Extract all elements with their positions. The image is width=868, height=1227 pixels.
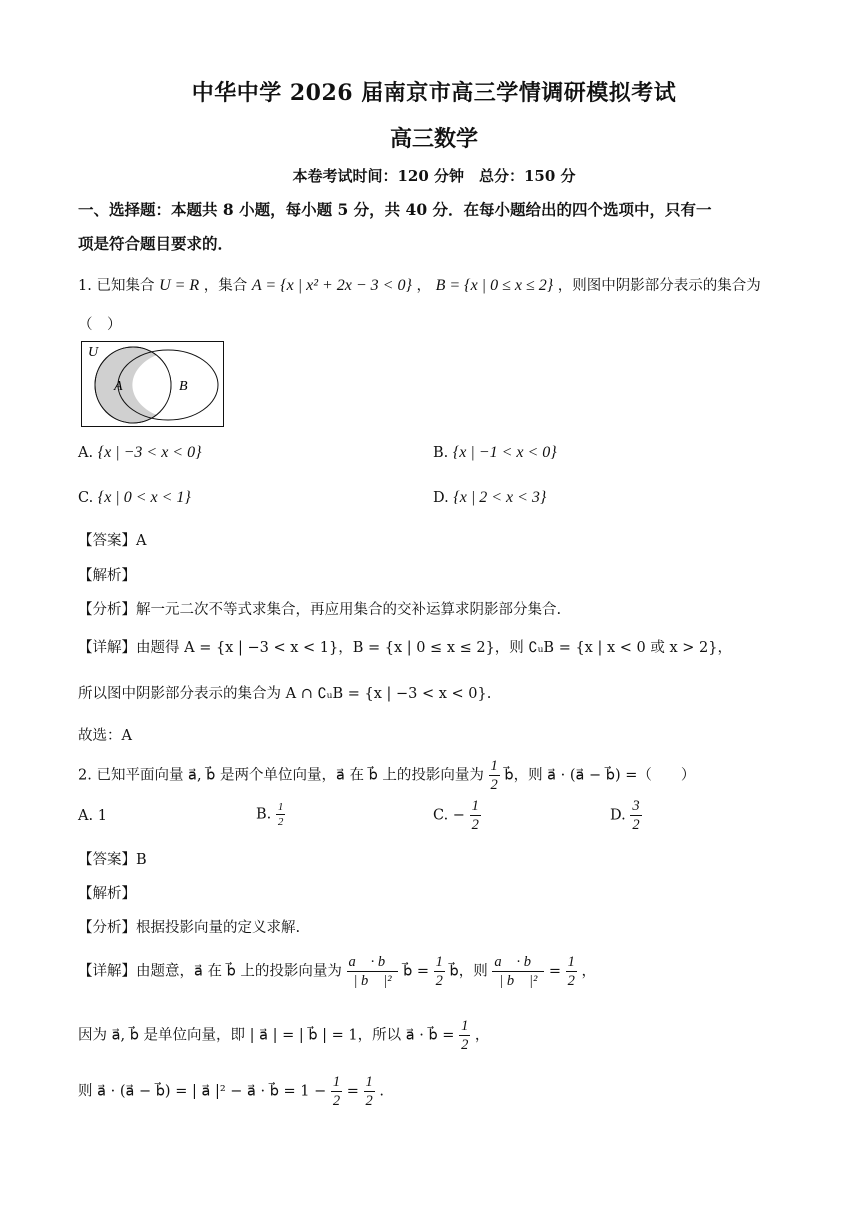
q2-option-d-letter: D. xyxy=(610,807,626,824)
venn-u-label: U xyxy=(88,345,99,360)
q2-stem-fraction xyxy=(489,757,500,794)
q1-option-a-text: {x | −3 < x < 0} xyxy=(97,444,202,461)
q2-stem-frac-den: 2 xyxy=(490,777,498,793)
q1-choose: 故选：A xyxy=(78,728,132,744)
q2-option-d-den: 2 xyxy=(632,817,640,833)
q2-option-a-text: 1 xyxy=(97,808,107,824)
q2-detail3-fraction-2 xyxy=(364,1073,375,1110)
q2-detail2-den: 2 xyxy=(461,1037,469,1053)
q1-sep: ， xyxy=(416,278,431,294)
q2-detail1-result-fraction xyxy=(566,953,577,990)
section-heading-line1: 一、选择题：本题共 8 小题，每小题 5 分，共 40 分．在每小题给出的四个选项中，只有一 xyxy=(78,200,712,219)
q1-option-a-letter: A. xyxy=(78,445,94,461)
q2-detail-line1: 【详解】由题意，a⃗ 在 b⃗ 上的投影向量为 $\frac{a⃗ \cdot b⃗}{\text{| b⃗ |²}}$ b⃗ = $\frac{1}{2}$ b⃗，则 $\frac{a⃗ \cdot b⃗}{\text{| b⃗ |²}}$ = $\frac{1}{2}$ ， xyxy=(78,954,597,989)
q2-detail1-proj-num: a⃗ · b⃗ xyxy=(348,954,397,970)
venn-a-label: A xyxy=(114,379,123,394)
q2-detail1-dot-num: a⃗ · b⃗ xyxy=(494,954,543,970)
q1-option-b xyxy=(433,444,557,462)
q1-option-d-letter: D. xyxy=(433,490,449,506)
q2-option-b xyxy=(256,800,285,829)
q2-stem-text-a: 2. 已知平面向量 a⃗, b⃗ 是两个单位向量，a⃗ 在 b⃗ 上的投影向量为 xyxy=(78,767,484,784)
q1-b-expr: B = {x | 0 ≤ x ≤ 2} xyxy=(435,277,554,294)
q2-option-a xyxy=(78,808,107,824)
q2-detail1-text-a: 【详解】由题意，a⃗ 在 b⃗ 上的投影向量为 xyxy=(78,963,342,980)
q1-option-d-text: {x | 2 < x < 3} xyxy=(453,489,547,506)
q1-fenxi: 【分析】解一元二次不等式求集合，再应用集合的交补运算求阴影部分集合. xyxy=(78,602,562,618)
section-heading-line2: 项是符合题目要求的． xyxy=(78,234,234,253)
q2-option-c-sign: − xyxy=(452,807,465,824)
q2-option-b-fraction xyxy=(276,800,286,829)
q2-detail3-text-c: . xyxy=(379,1083,384,1100)
q1-option-d xyxy=(433,489,546,507)
q2-detail2-num: 1 xyxy=(461,1018,469,1034)
q2-detail1-dot-fraction xyxy=(492,953,544,990)
q1-option-b-text: {x | −1 < x < 0} xyxy=(452,444,557,461)
q2-option-b-num: 1 xyxy=(277,801,284,813)
q2-option-d xyxy=(610,797,642,834)
q2-analysis-label: 【解析】 xyxy=(78,886,136,902)
q2-option-d-fraction xyxy=(630,797,641,834)
q2-option-b-den: 2 xyxy=(277,816,284,828)
q1-detail-line2: 所以图中阴影部分表示的集合为 A ∩ ∁ᵤB = {x | −3 < x < 0}. xyxy=(78,686,492,702)
q2-detail3-text-b: = xyxy=(346,1083,359,1100)
q2-detail1-half-fraction xyxy=(434,953,445,990)
q2-detail1-text-d: ， xyxy=(581,963,597,980)
q2-detail3-den-2: 2 xyxy=(365,1093,373,1109)
q2-option-a-letter: A. xyxy=(78,808,94,824)
q2-detail-line3 xyxy=(78,1073,384,1110)
q1-answer: 【答案】A xyxy=(78,533,147,549)
q2-option-c-letter: C. xyxy=(433,807,449,824)
q2-detail2-text-b: ， xyxy=(474,1027,490,1044)
q1-option-c-text: {x | 0 < x < 1} xyxy=(97,489,191,506)
q1-a-expr: A = {x | x² + 2x − 3 < 0} xyxy=(251,277,412,294)
q1-suffix: ，则图中阴影部分表示的集合为 xyxy=(557,278,761,294)
q1-option-b-letter: B. xyxy=(433,445,449,461)
q2-detail1-dot-den: | b⃗ |² xyxy=(499,973,538,989)
q2-option-d-num: 3 xyxy=(632,798,640,814)
q1-option-c-letter: C. xyxy=(78,490,94,506)
q2-stem-text-b: b⃗，则 a⃗ · (a⃗ − b⃗) =（ ） xyxy=(504,767,696,784)
q2-option-c xyxy=(433,797,481,834)
q2-option-c-den: 2 xyxy=(471,817,479,833)
q2-detail1-half-num: 1 xyxy=(435,954,443,970)
venn-diagram xyxy=(81,341,224,427)
q2-detail1-proj-fraction xyxy=(347,953,399,990)
q1-mid: ，集合 xyxy=(203,278,248,294)
q2-option-c-fraction xyxy=(470,797,481,834)
q2-detail1-result-num: 1 xyxy=(567,954,575,970)
q2-detail2-text-a: 因为 a⃗, b⃗ 是单位向量，即 | a⃗ | = | b⃗ | = 1，所以 a⃗ · b⃗ = xyxy=(78,1027,455,1044)
q2-answer: 【答案】B xyxy=(78,852,147,868)
q2-detail1-result-den: 2 xyxy=(567,973,575,989)
exam-title: 中华中学 2026 届南京市高三学情调研模拟考试 xyxy=(191,80,677,106)
q2-option-c-num: 1 xyxy=(471,798,479,814)
q2-detail3-fraction-1 xyxy=(331,1073,342,1110)
q2-detail1-text-b: b⃗ = xyxy=(403,963,430,980)
q2-option-b-letter: B. xyxy=(256,806,272,823)
q2-stem-frac-num: 1 xyxy=(490,758,498,774)
q1-option-a xyxy=(78,444,202,462)
q2-detail3-text-a: 则 a⃗ · (a⃗ − b⃗) = | a⃗ |² − a⃗ · b⃗ = 1 − xyxy=(78,1083,327,1100)
q2-detail1-half-den: 2 xyxy=(435,973,443,989)
exam-info: 本卷考试时间：120 分钟 总分：150 分 xyxy=(292,167,576,185)
q2-stem xyxy=(78,757,695,794)
q1-prefix: 1. 已知集合 xyxy=(78,278,155,294)
q2-detail3-num-2: 1 xyxy=(365,1074,373,1090)
q2-detail3-den-1: 2 xyxy=(332,1093,341,1109)
q1-paren: （ ） xyxy=(78,317,122,333)
q1-option-c xyxy=(78,489,191,507)
q2-detail2-fraction xyxy=(459,1017,470,1054)
q1-analysis-label: 【解析】 xyxy=(78,568,136,584)
q2-detail1-proj-den: | b⃗ |² xyxy=(353,973,392,989)
exam-subject: 高三数学 xyxy=(389,126,478,152)
venn-b-label: B xyxy=(179,379,188,394)
q1-stem xyxy=(78,274,761,295)
q1-u-expr: U = R xyxy=(159,277,200,294)
q2-detail-line2 xyxy=(78,1017,489,1054)
q2-detail1-text-c: b⃗，则 xyxy=(449,963,488,980)
q2-detail3-num-1: 1 xyxy=(332,1074,341,1090)
q1-detail-line1: 【详解】由题得 A = {x | −3 < x < 1}，B = {x | 0 ≤ x ≤ 2}，则 ∁ᵤB = {x | x < 0 或 x > 2}， xyxy=(78,640,732,656)
q2-fenxi: 【分析】根据投影向量的定义求解. xyxy=(78,920,301,936)
